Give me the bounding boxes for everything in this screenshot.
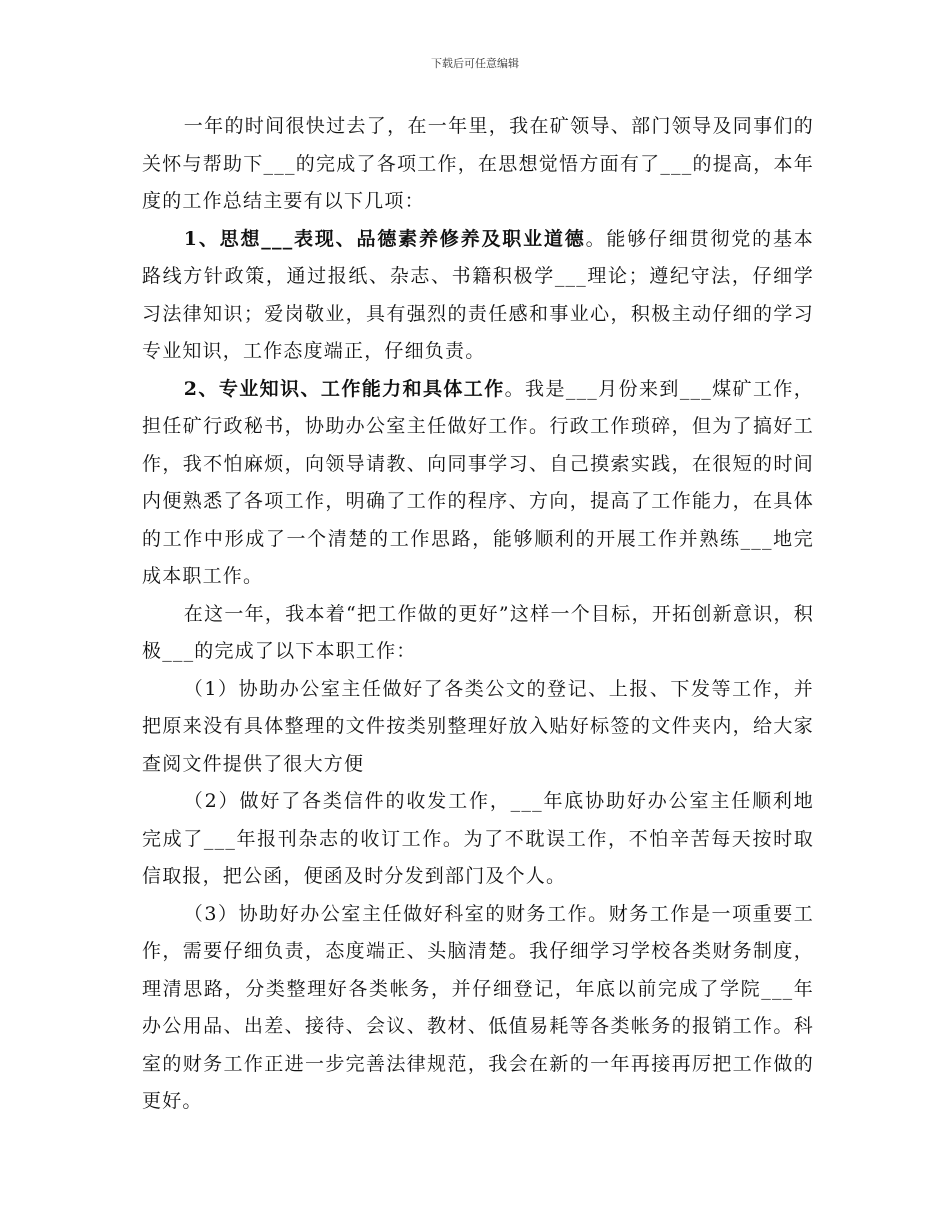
paragraph-goal xyxy=(142,596,814,671)
paragraph-text: （2）做好了各类信件的收发工作，___年底协助好办公室主任顺利地完成了___年报刊杂志的收订工作。为了不耽误工作，不怕辛苦每天按时取信取报，把公函，便函及时分发到部门及个人。 xyxy=(142,790,814,887)
paragraph-item-1 xyxy=(142,671,814,784)
section-heading: 2、专业知识、工作能力和具体工作 xyxy=(183,377,505,400)
page-header: 下载后可任意编辑 xyxy=(431,57,519,70)
paragraph-item-3 xyxy=(142,896,814,1121)
paragraph-section-2 xyxy=(142,371,814,596)
document-body xyxy=(142,108,814,1121)
paragraph-text: 在这一年，我本着“把工作做的更好”这样一个目标，开拓创新意识，积极___的完成了以下本职工作： xyxy=(142,602,814,662)
paragraph-item-2 xyxy=(142,783,814,896)
paragraph-text: （1）协助办公室主任做好了各类公文的登记、上报、下发等工作，并把原来没有具体整理的文件按类别整理好放入贴好标签的文件夹内，给大家查阅文件提供了很大方便 xyxy=(142,677,814,775)
paragraph-text: 。我是___月份来到___煤矿工作，担任矿行政秘书，协助办公室主任做好工作。行政工作琐碎，但为了搞好工作，我不怕麻烦，向领导请教、向同事学习、自己摸索实践，在很短的时间内便熟悉了各项工作，明确了工作的程序、方向，提高了工作能力，在具体的工作中形成了一个清楚的工作思路，能够顺利的开展工作并熟练___地完成本职工作。 xyxy=(142,377,814,587)
paragraph-intro xyxy=(142,108,814,221)
paragraph-section-1 xyxy=(142,221,814,371)
section-heading: 1、思想___表现、品德素养修养及职业道德 xyxy=(183,227,586,250)
paragraph-text: 一年的时间很快过去了，在一年里，我在矿领导、部门领导及同事们的关怀与帮助下___的完成了各项工作，在思想觉悟方面有了___的提高，本年度的工作总结主要有以下几项： xyxy=(142,115,814,212)
paragraph-text: 。能够仔细贯彻党的基本路线方针政策，通过报纸、杂志、书籍积极学___理论；遵纪守法，仔细学习法律知识；爱岗敬业，具有强烈的责任感和事业心，积极主动仔细的学习专业知识，工作态度端正，仔细负责。 xyxy=(142,227,814,362)
paragraph-text: （3）协助好办公室主任做好科室的财务工作。财务工作是一项重要工作，需要仔细负责，态度端正、头脑清楚。我仔细学习学校各类财务制度，理清思路，分类整理好各类帐务，并仔细登记，年底以前完成了学院___年办公用品、出差、接待、会议、教材、低值易耗等各类帐务的报销工作。科室的财务工作正进一步完善法律规范，我会在新的一年再接再厉把工作做的更好。 xyxy=(142,902,814,1112)
